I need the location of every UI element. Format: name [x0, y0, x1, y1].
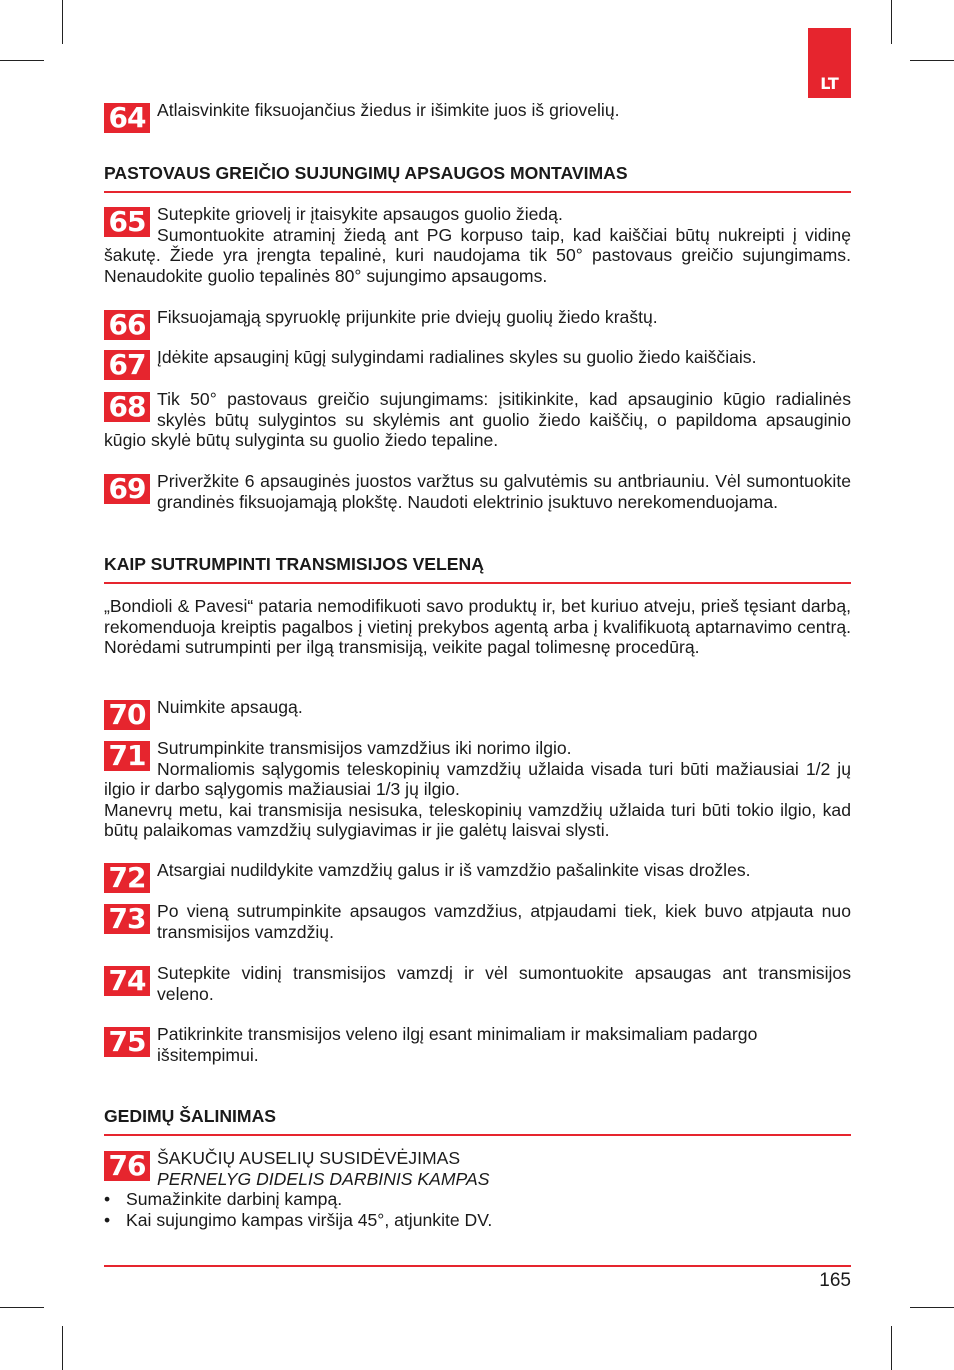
step-number: 74	[104, 966, 150, 996]
step-text: Nuimkite apsaugą.	[157, 697, 303, 717]
step-text: Po vieną sutrumpinkite apsaugos vamzdžius, atpjaudami tiek, kiek buvo atpjauta nuo transmisijos vamzdžių.	[157, 901, 851, 942]
fault-title: ŠAKUČIŲ AUSELIŲ SUSIDĖVĖJIMAS	[157, 1148, 461, 1168]
step-number: 76	[104, 1151, 150, 1181]
step-72	[104, 860, 851, 895]
crop-mark	[910, 60, 954, 61]
step-text: Fiksuojamąją spyruoklę prijunkite prie dviejų guolių žiedo kraštų.	[157, 307, 658, 327]
section-heading-assembly: PASTOVAUS GREIČIO SUJUNGIMŲ APSAUGOS MONTAVIMAS	[104, 162, 851, 193]
step-69	[104, 471, 851, 512]
section-heading-shorten: KAIP SUTRUMPINTI TRANSMISIJOS VELENĄ	[104, 553, 851, 584]
step-71	[104, 738, 851, 841]
step-73	[104, 901, 851, 942]
step-text: Atsargiai nudildykite vamzdžių galus ir iš vamzdžio pašalinkite visas drožles.	[157, 860, 751, 880]
step-64	[104, 100, 851, 135]
step-text: Atlaisvinkite fiksuojančius žiedus ir išimkite juos iš griovelių.	[157, 100, 620, 120]
step-65	[104, 204, 851, 286]
step-text: Įdėkite apsauginį kūgį sulygindami radialines skyles su guolio žiedo kaiščiais.	[157, 347, 757, 367]
fault-cause: PERNELYG DIDELIS DARBINIS KAMPAS	[157, 1168, 490, 1189]
step-text: Sutepkite vidinį transmisijos vamzdį ir vėl sumontuokite apsaugas ant transmisijos veleno.	[157, 963, 851, 1004]
step-number: 75	[104, 1027, 150, 1057]
step-number: 69	[104, 474, 150, 504]
list-item: • Kai sujungimo kampas viršija 45°, atjunkite DV.	[104, 1210, 851, 1231]
step-number: 73	[104, 904, 150, 934]
step-text: Manevrų metu, kai transmisija nesisuka, teleskopinių vamzdžių užlaida turi būti tokio ilgio, kad būtų palaikomas vamzdžių sulygiavimas ir jie galėtų laisvai slysti.	[104, 799, 851, 840]
step-text: Priveržkite 6 apsauginės juostos varžtus su galvutėmis su antbriauniu. Vėl sumontuokite grandinės fiksuojamąją plokštę. Naudoti elektrinio įsuktuvo nerekomenduojama.	[157, 471, 851, 512]
crop-mark	[0, 60, 44, 61]
step-text: Sutrumpinkite transmisijos vamzdžius iki norimo ilgio.	[157, 738, 572, 758]
shorten-intro: „Bondioli & Pavesi“ pataria nemodifikuoti savo produktų ir, bet kuriuo atveju, prieš tęsiant darbą, rekomenduoja kreiptis pagalbos į vietinį prekybos agentą arba į kvalifikuotą aptarnavimo centrą. Norėdami sutrumpinti per ilgą transmisiją, veikite pagal tolimesnę procedūrą.	[104, 596, 851, 657]
step-number: 71	[104, 741, 150, 771]
step-76	[104, 1148, 851, 1230]
crop-mark	[0, 1307, 44, 1308]
page-number: 165	[819, 1270, 851, 1291]
step-number: 65	[104, 207, 150, 237]
crop-mark	[910, 1307, 954, 1308]
step-67	[104, 347, 851, 382]
step-74	[104, 963, 851, 1004]
step-70	[104, 697, 851, 732]
remedy-list	[104, 1189, 851, 1230]
step-66	[104, 307, 851, 342]
step-number: 66	[104, 310, 150, 340]
crop-mark	[62, 1326, 63, 1370]
step-text: Sutepkite griovelį ir įtaisykite apsaugos guolio žiedą.	[157, 204, 563, 224]
list-item: • Sumažinkite darbinį kampą.	[104, 1189, 851, 1210]
step-75	[104, 1024, 851, 1065]
step-text: Patikrinkite transmisijos veleno ilgį esant minimaliam ir maksimaliam padargo išsitempimui.	[157, 1024, 758, 1065]
crop-mark	[891, 0, 892, 44]
step-number: 72	[104, 863, 150, 893]
step-68	[104, 389, 851, 451]
step-number: 70	[104, 700, 150, 730]
crop-mark	[62, 0, 63, 44]
step-number: 67	[104, 350, 150, 380]
section-heading-troubleshoot: GEDIMŲ ŠALINIMAS	[104, 1105, 851, 1136]
step-text: Tik 50° pastovaus greičio sujungimams: įsitikinkite, kad apsauginio kūgio radialinės skylės būtų sulygintos su skylėmis ant guolio žiedo kaiščių, o papildoma apsauginio kūgio skylė būtų sulyginta su guolio žiedo tepaline.	[104, 389, 851, 450]
language-code: LT	[820, 74, 839, 93]
language-tab	[808, 28, 851, 98]
step-number: 68	[104, 392, 150, 422]
crop-mark	[891, 1326, 892, 1370]
step-text: Sumontuokite atraminį žiedą ant PG korpuso taip, kad kaiščiai būtų nukreipti į vidinę šakutę. Žiede yra įrengta tepalinė, kuri naudojama tik 50° pastovaus greičio sujungimams. Nenaudokite guolio tepalinės 80° sujungimo apsaugoms.	[104, 224, 851, 286]
step-number: 64	[104, 103, 150, 133]
footer-divider	[104, 1265, 851, 1267]
step-text: Normaliomis sąlygomis teleskopinių vamzdžių užlaida visada turi būti mažiausiai 1/2 jų ilgio ir darbo sąlygomis mažiausiai 1/3 jų ilgio.	[104, 758, 851, 799]
